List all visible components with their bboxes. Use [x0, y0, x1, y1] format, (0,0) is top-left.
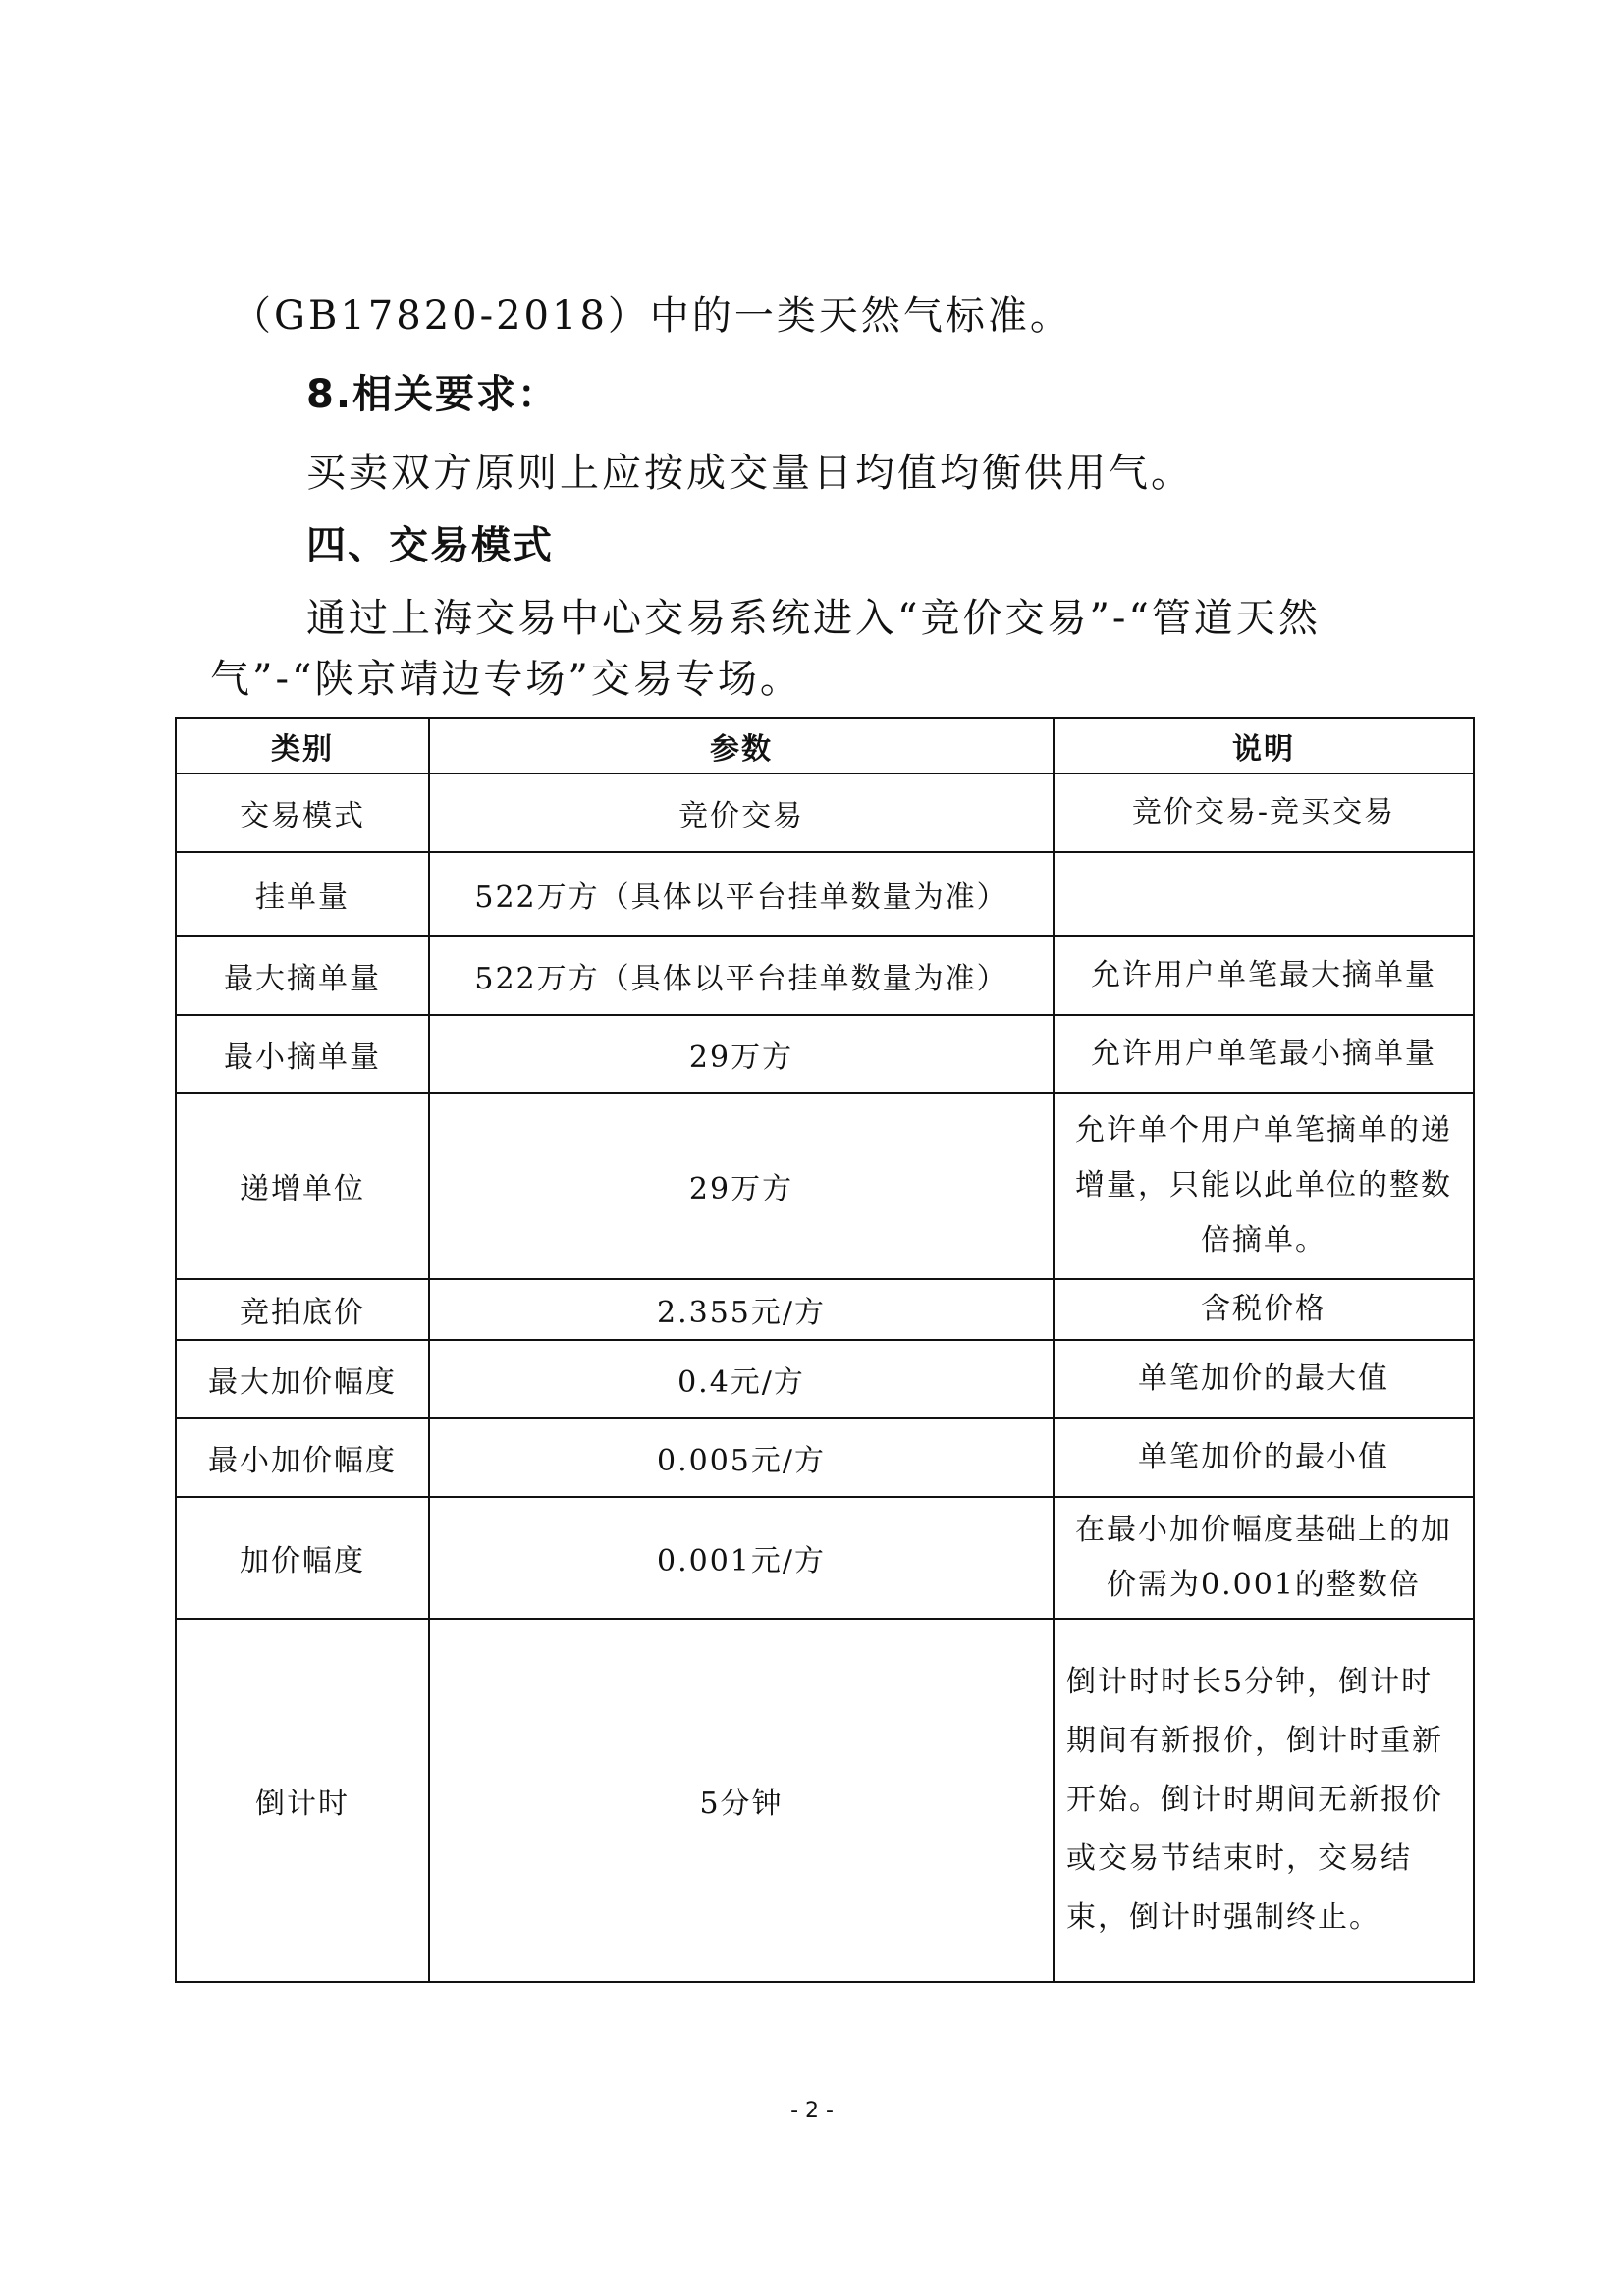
cell-description: 允许单个用户单笔摘单的递增量，只能以此单位的整数倍摘单。: [1054, 1093, 1474, 1279]
cell-category: 加价幅度: [176, 1497, 429, 1619]
body-line-trading-path-1: 通过上海交易中心交易系统进入“竞价交易”-“管道天然: [306, 596, 1321, 641]
cell-parameter: 522万方（具体以平台挂单数量为准）: [429, 936, 1054, 1015]
table-row: [176, 1279, 1474, 1340]
cell-description: 倒计时时长5分钟，倒计时期间有新报价，倒计时重新开始。倒计时期间无新报价或交易节结束时，交易结束，倒计时强制终止。: [1054, 1619, 1474, 1982]
cell-category: 倒计时: [176, 1619, 429, 1982]
header-category: 类别: [176, 718, 429, 774]
table-row: [176, 1015, 1474, 1093]
cell-category: 最小摘单量: [176, 1015, 429, 1093]
cell-parameter: 29万方: [429, 1015, 1054, 1093]
header-parameter: 参数: [429, 718, 1054, 774]
cell-description: [1054, 852, 1474, 936]
table-row: [176, 852, 1474, 936]
cell-parameter: 522万方（具体以平台挂单数量为准）: [429, 852, 1054, 936]
page-number: - 2 -: [790, 2099, 834, 2123]
table-row: [176, 1497, 1474, 1619]
section-heading-requirements: 8.相关要求：: [306, 372, 560, 417]
cell-description: 含税价格: [1054, 1279, 1474, 1340]
table-row: [176, 1093, 1474, 1279]
cell-description: 竞价交易-竞买交易: [1054, 774, 1474, 852]
header-description: 说明: [1054, 718, 1474, 774]
trading-parameters-table: [175, 717, 1475, 1983]
table-row: [176, 1340, 1474, 1418]
table-row: [176, 1418, 1474, 1497]
cell-category: 挂单量: [176, 852, 429, 936]
cell-description: 单笔加价的最大值: [1054, 1340, 1474, 1418]
table-row: [176, 936, 1474, 1015]
table-header-row: [176, 718, 1474, 774]
cell-category: 竞拍底价: [176, 1279, 429, 1340]
cell-parameter: 0.001元/方: [429, 1497, 1054, 1619]
cell-description: 允许用户单笔最小摘单量: [1054, 1015, 1474, 1093]
cell-parameter: 0.4元/方: [429, 1340, 1054, 1418]
cell-parameter: 2.355元/方: [429, 1279, 1054, 1340]
cell-description: 允许用户单笔最大摘单量: [1054, 936, 1474, 1015]
cell-parameter: 竞价交易: [429, 774, 1054, 852]
table-row: [176, 774, 1474, 852]
cell-category: 最大加价幅度: [176, 1340, 429, 1418]
cell-category: 最小加价幅度: [176, 1418, 429, 1497]
cell-description: 单笔加价的最小值: [1054, 1418, 1474, 1497]
cell-category: 最大摘单量: [176, 936, 429, 1015]
body-line-standard: （GB17820-2018）中的一类天然气标准。: [232, 294, 1072, 339]
cell-category: 递增单位: [176, 1093, 429, 1279]
cell-category: 交易模式: [176, 774, 429, 852]
cell-description: 在最小加价幅度基础上的加价需为0.001的整数倍: [1054, 1497, 1474, 1619]
section-heading-trading-mode: 四、交易模式: [306, 523, 554, 568]
cell-parameter: 29万方: [429, 1093, 1054, 1279]
body-line-requirements: 买卖双方原则上应按成交量日均值均衡供用气。: [306, 451, 1193, 496]
cell-parameter: 0.005元/方: [429, 1418, 1054, 1497]
table-row: [176, 1619, 1474, 1982]
body-line-trading-path-2: 气”-“陕京靖边专场”交易专场。: [210, 657, 802, 702]
cell-parameter: 5分钟: [429, 1619, 1054, 1982]
